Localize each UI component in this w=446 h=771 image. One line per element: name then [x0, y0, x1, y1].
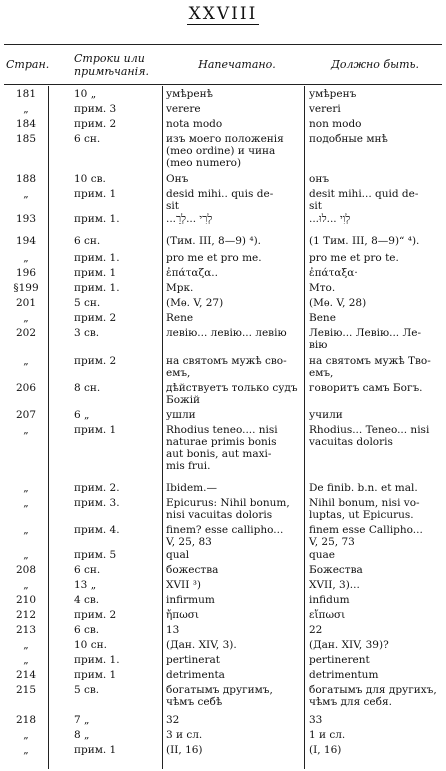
row-lines: 5 сн. [74, 297, 101, 309]
row-lines: 3 св. [74, 327, 100, 339]
row-should: vereri [309, 103, 341, 115]
header-lines: Строки или примѣчанія. [74, 52, 149, 78]
row-should: non modo [309, 118, 362, 130]
column-rule [48, 86, 49, 769]
row-page: „ [23, 424, 29, 436]
row-page: 201 [15, 297, 37, 309]
row-page: 196 [15, 267, 37, 279]
row-printed: desid mihi.. quis de- sit [166, 188, 274, 212]
row-lines: 5 св. [74, 684, 100, 696]
row-should: XVII, 3)... [309, 579, 360, 591]
row-printed: 3 и сл. [166, 729, 203, 741]
row-should: Rhodius... Teneo... nisi vacuitas doloris [309, 424, 430, 448]
row-printed: (Тим. III, 8—9) ⁴). [166, 235, 261, 247]
row-should: (I, 16) [309, 744, 342, 756]
row-page: „ [23, 654, 29, 666]
row-should: Левію... Левію... Ле- вію [309, 327, 421, 351]
row-printed: умѣренѣ [166, 88, 213, 100]
row-page: 206 [15, 382, 37, 394]
row-lines: 6 сн. [74, 133, 101, 145]
row-page: 218 [15, 714, 37, 726]
page-title: XXVIII [188, 4, 258, 24]
row-lines: прим. 1 [74, 267, 117, 279]
row-printed: изъ моего положенія (meo ordine) и чина (meo numero) [166, 133, 284, 169]
row-lines: 6 сн. [74, 564, 101, 576]
row-page: „ [23, 252, 29, 264]
row-lines: 10 „ [74, 88, 97, 100]
row-lines: 10 св. [74, 173, 106, 185]
row-page: „ [23, 188, 29, 200]
row-should: εἴπωσι [309, 609, 346, 621]
row-printed: infirmum [166, 594, 215, 606]
row-should: (Дан. XIV, 39)? [309, 639, 389, 651]
row-should: De finib. b.n. et mal. [309, 482, 418, 494]
row-lines: прим. 2 [74, 118, 117, 130]
row-lines: прим. 3 [74, 103, 117, 115]
row-should: quae [309, 549, 335, 561]
row-should: Nihil bonum, nisi vo- luptas, ut Epicurus. [309, 497, 420, 521]
header-top-rule [4, 44, 442, 45]
row-page: 208 [15, 564, 37, 576]
row-printed: ἤπωσι [166, 609, 200, 621]
row-printed: ушли [166, 409, 196, 421]
row-page: 193 [15, 213, 37, 225]
row-lines: прим. 1. [74, 282, 120, 294]
row-lines: прим. 5 [74, 549, 117, 561]
row-printed: (II, 16) [166, 744, 203, 756]
row-page: 181 [15, 88, 37, 100]
row-page: „ [23, 355, 29, 367]
row-lines: 6 сн. [74, 235, 101, 247]
row-should: detrimentum [309, 669, 379, 681]
row-should: (Мѳ. V, 28) [309, 297, 367, 309]
row-page: „ [23, 482, 29, 494]
row-page: „ [23, 497, 29, 509]
row-lines: 13 „ [74, 579, 97, 591]
row-printed: detrimenta [166, 669, 225, 681]
row-printed: ἐπάταζα.. [166, 267, 218, 279]
row-lines: прим. 1 [74, 188, 117, 200]
row-lines: прим. 1 [74, 744, 117, 756]
row-page: 213 [15, 624, 37, 636]
row-should: учили [309, 409, 343, 421]
row-printed: Ibidem.— [166, 482, 217, 494]
row-printed: Онъ [166, 173, 189, 185]
row-lines: 4 св. [74, 594, 100, 606]
row-lines: 8 „ [74, 729, 90, 741]
row-should: на святомъ мужѣ Тво- емъ, [309, 355, 431, 379]
row-lines: 8 сн. [74, 382, 101, 394]
row-lines: прим. 2 [74, 312, 117, 324]
row-should: pro me et pro te. [309, 252, 399, 264]
row-should: онъ [309, 173, 330, 185]
row-page: 212 [15, 609, 37, 621]
row-should: 22 [309, 624, 323, 636]
row-should: Bene [309, 312, 336, 324]
row-lines: прим. 2 [74, 355, 117, 367]
row-printed: божества [166, 564, 219, 576]
row-printed: qual [166, 549, 190, 561]
row-page: §199 [13, 282, 39, 294]
row-page: 214 [15, 669, 37, 681]
row-printed: (Дан. XIV, 3). [166, 639, 237, 651]
row-page: „ [23, 579, 29, 591]
row-printed: pro me et pro me. [166, 252, 262, 264]
row-page: „ [23, 729, 29, 741]
row-printed: Мрк. [166, 282, 194, 294]
header-bottom-rule [4, 84, 442, 85]
header-page: Стран. [6, 58, 50, 71]
row-should: ...לְוִי ...לוּ [309, 213, 351, 225]
row-printed: 13 [166, 624, 180, 636]
row-should: infidum [309, 594, 350, 606]
row-should: 33 [309, 714, 323, 726]
row-page: „ [23, 639, 29, 651]
row-page: 194 [15, 235, 37, 247]
row-should: говоритъ самъ Богъ. [309, 382, 423, 394]
row-lines: прим. 2 [74, 609, 117, 621]
row-printed: богатымъ другимъ, чѣмъ себѣ [166, 684, 273, 708]
row-should: 1 и сл. [309, 729, 346, 741]
row-printed: Epicurus: Nihil bonum, nisi vacuitas doloris [166, 497, 290, 521]
row-should: умѣренъ [309, 88, 357, 100]
row-printed: nota modo [166, 118, 223, 130]
row-lines: 6 св. [74, 624, 100, 636]
row-printed: XVII ³) [166, 579, 201, 591]
header-should: Должно быть. [330, 58, 420, 71]
row-printed: finem? esse callipho... V, 25, 83 [166, 524, 284, 548]
header-printed: Напечатано. [198, 58, 276, 71]
row-should: Божества [309, 564, 363, 576]
row-should: подобные мнѣ [309, 133, 388, 145]
row-lines: прим. 4. [74, 524, 120, 536]
row-page: „ [23, 524, 29, 536]
row-page: 210 [15, 594, 37, 606]
row-lines: прим. 1. [74, 252, 120, 264]
row-printed: (Мѳ. V, 27) [166, 297, 224, 309]
row-printed: 32 [166, 714, 180, 726]
row-should: pertinerent [309, 654, 370, 666]
row-page: 202 [15, 327, 37, 339]
row-lines: прим. 1 [74, 424, 117, 436]
column-rule [304, 86, 305, 769]
row-lines: 7 „ [74, 714, 90, 726]
row-printed: левію... левію... левію [166, 327, 287, 339]
row-lines: прим. 2. [74, 482, 120, 494]
row-should: finem esse Callipho... V, 25, 73 [309, 524, 423, 548]
row-page: 215 [15, 684, 37, 696]
row-page: „ [23, 744, 29, 756]
row-should: (1 Тим. III, 8—9)“ ⁴). [309, 235, 420, 247]
row-printed: pertinerat [166, 654, 221, 666]
row-should: Мто. [309, 282, 336, 294]
row-should: ἐπάταξα· [309, 267, 358, 279]
row-page: 188 [15, 173, 37, 185]
row-lines: 6 „ [74, 409, 90, 421]
row-page: „ [23, 103, 29, 115]
row-printed: Rhodius teneo.... nisi naturae primis bonis aut bonis, aut maxi- mis frui. [166, 424, 278, 472]
row-page: 184 [15, 118, 37, 130]
row-page: „ [23, 312, 29, 324]
row-page: „ [23, 549, 29, 561]
row-page: 185 [15, 133, 37, 145]
row-printed: ...לְרִי ...לְרֵ [166, 213, 213, 225]
row-should: богатымъ для другихъ, чѣмъ для себя. [309, 684, 437, 708]
row-page: 207 [15, 409, 37, 421]
row-lines: 10 сн. [74, 639, 107, 651]
row-printed: verere [166, 103, 201, 115]
row-printed: Rene [166, 312, 194, 324]
row-printed: дѣйствуетъ только судъ Божій [166, 382, 298, 406]
row-lines: прим. 3. [74, 497, 120, 509]
row-lines: прим. 1. [74, 654, 120, 666]
row-lines: прим. 1 [74, 669, 117, 681]
row-printed: на святомъ мужѣ сво- емъ, [166, 355, 287, 379]
row-lines: прим. 1. [74, 213, 120, 225]
row-should: desit mihi... quid de- sit [309, 188, 419, 212]
